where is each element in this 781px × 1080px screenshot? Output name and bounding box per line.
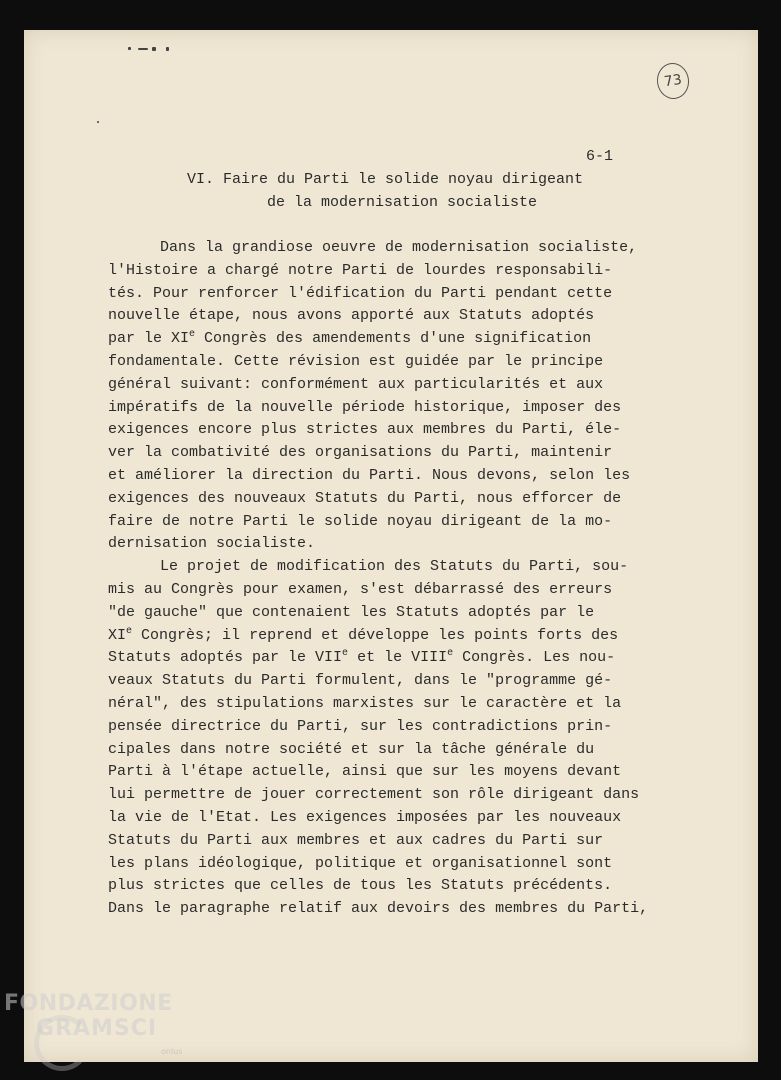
text-line: Parti à l'étape actuelle, ainsi que sur les moyens devant: [108, 763, 622, 781]
superscript: e: [126, 625, 133, 637]
text-line: ver la combativité des organisations du Parti, maintenir: [108, 444, 613, 462]
text-line: néral", des stipulations marxistes sur le caractère et la: [108, 694, 622, 712]
text-line: [108, 625, 668, 648]
text-fragment: Congrès; il reprend et développe les points forts des: [141, 626, 619, 644]
page-number: 6-1: [586, 148, 614, 165]
text-line: lui permettre de jouer correctement son rôle dirigeant dans: [108, 786, 640, 804]
text-line: la vie de l'Etat. Les exigences imposées par les nouveaux: [108, 808, 622, 826]
text-line: fondamentale. Cette révision est guidée par le principe: [108, 352, 604, 370]
ink-speck: [166, 47, 169, 51]
watermark-line-3: onlus: [161, 1047, 183, 1056]
ink-speck: [128, 47, 131, 50]
superscript: e: [447, 648, 454, 660]
text-line: tés. Pour renforcer l'édification du Parti pendant cette: [108, 284, 613, 302]
body-text: [108, 237, 668, 921]
text-line: [108, 328, 668, 351]
archive-watermark: [4, 991, 183, 1056]
text-line: pensée directrice du Parti, sur les contradictions prin-: [108, 717, 613, 735]
ink-speck: [138, 48, 148, 50]
superscript: e: [189, 329, 196, 341]
g-logo-icon: [34, 1015, 90, 1071]
watermark-line-1: FONDAZIONE: [4, 991, 173, 1016]
text-line: "de gauche" que contenaient les Statuts adoptés par le: [108, 603, 595, 621]
text-line: cipales dans notre société et sur la tâche générale du: [108, 740, 595, 758]
text-fragment: XI: [108, 626, 127, 644]
ink-speck: [152, 47, 156, 51]
text-fragment: par le XI: [108, 330, 190, 348]
text-line: exigences encore plus strictes aux membres du Parti, éle-: [108, 421, 622, 439]
text-fragment: Congrès. Les nou-: [462, 649, 616, 667]
text-fragment: Congrès des amendements d'une signification: [204, 330, 592, 348]
ink-speck: [97, 121, 99, 123]
text-line: l'Histoire a chargé notre Parti de lourdes responsabili-: [108, 261, 613, 279]
text-line: impératifs de la nouvelle période historique, imposer des: [108, 398, 622, 416]
section-title-line-2: de la modernisation socialiste: [267, 194, 538, 211]
text-line: Dans le paragraphe relatif aux devoirs des membres du Parti,: [108, 900, 649, 918]
text-fragment: Statuts adoptés par le VII: [108, 649, 343, 667]
text-line: Statuts du Parti aux membres et aux cadres du Parti sur: [108, 831, 604, 849]
text-line: mis au Congrès pour examen, s'est débarrassé des erreurs: [108, 580, 613, 598]
text-line: dernisation socialiste.: [108, 535, 316, 553]
section-title-line-1: VI. Faire du Parti le solide noyau dirigeant: [187, 171, 584, 188]
text-fragment: et le VIII: [357, 649, 448, 667]
superscript: e: [342, 648, 349, 660]
text-line: général suivant: conformément aux particularités et aux: [108, 375, 604, 393]
text-line: plus strictes que celles de tous les Statuts précédents.: [108, 877, 613, 895]
text-line: [108, 647, 668, 670]
text-line: Dans la grandiose oeuvre de modernisation socialiste,: [160, 239, 638, 256]
text-line: faire de notre Parti le solide noyau dirigeant de la mo-: [108, 512, 613, 530]
text-line: Le projet de modification des Statuts du Parti, sou-: [160, 558, 629, 576]
text-line: les plans idéologique, politique et organisationnel sont: [108, 854, 613, 872]
folio-stamp: 73: [655, 61, 692, 101]
text-line: nouvelle étape, nous avons apporté aux Statuts adoptés: [108, 307, 595, 325]
watermark-line-2: GRAMSCI: [36, 1016, 158, 1041]
text-line: exigences des nouveaux Statuts du Parti, nous efforcer de: [108, 489, 622, 507]
text-line: veaux Statuts du Parti formulent, dans le "programme gé-: [108, 672, 613, 690]
text-line: et améliorer la direction du Parti. Nous devons, selon les: [108, 466, 631, 484]
document-page: [24, 30, 758, 1062]
